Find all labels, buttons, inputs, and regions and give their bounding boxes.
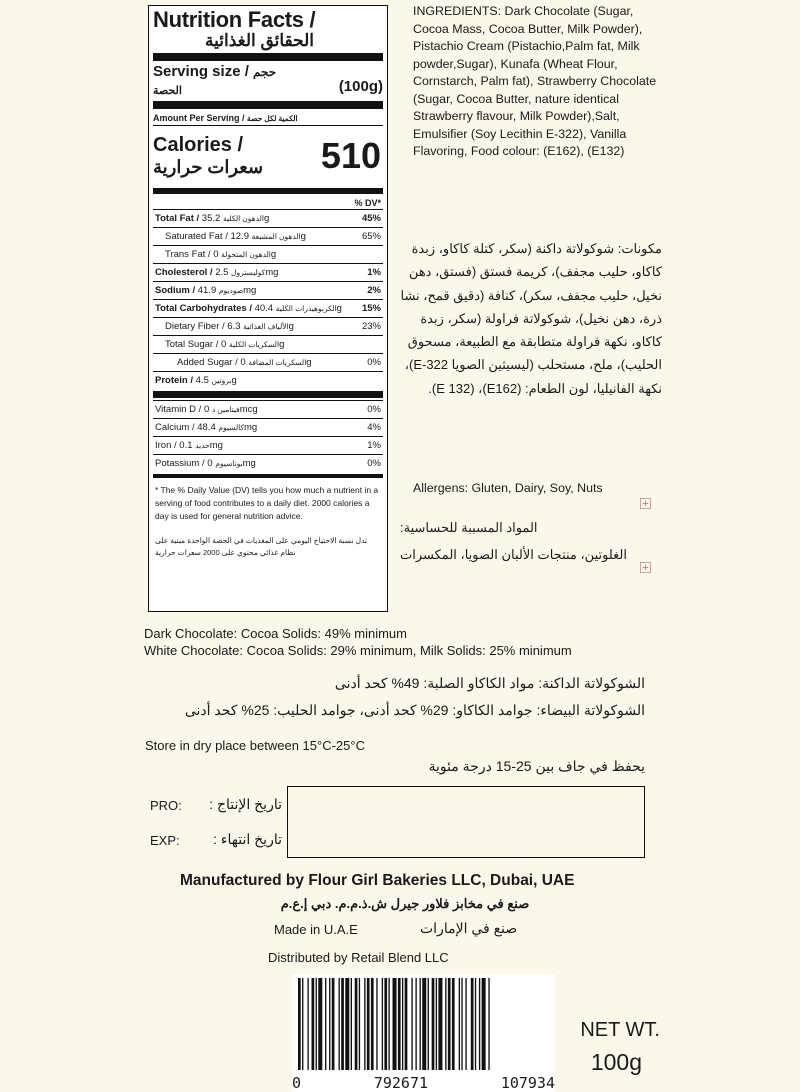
barcode-bar [448,978,451,1070]
cocoa-dark-en: Dark Chocolate: Cocoa Solids: 49% minimum [144,626,407,641]
nutrient-label-ar: السكريات المضافة [248,358,307,367]
barcode-bar [384,978,387,1070]
nutrient-amount: 12.9g [230,231,306,242]
vitamin-dv: 0% [367,458,381,469]
nutrient-amount: 0g [213,249,277,260]
vitamin-dv: 1% [367,440,381,451]
nutrient-dv: 0% [367,357,381,368]
ingredients-en: INGREDIENTS: Dark Chocolate (Sugar, Cocoa Mass, Cocoa Butter, Milk Powder), Pistachio Cream (Pistachio,Palm fat, Milk powder,Sugar), Kunafa (Wheat Flour, Cornstarch, Palm fat), Strawberry Chocolate (Sugar, Cocoa Butter, nature identical Strawberry flavour, Milk Powder),Salt, Emulsifier (Soy Lecithin E-322), Vanilla Flavoring, Food colour: (E162), (E132) [413,4,657,158]
nutrient-amount: 40.4g [254,303,342,314]
barcode-bar [355,978,358,1070]
nutrient-row [153,353,383,371]
cocoa-white-en: White Chocolate: Cocoa Solids: 29% minimum, Milk Solids: 25% minimum [144,643,572,658]
vitamin-row [153,400,383,418]
divider [153,53,383,61]
manufacturer-ar: صنع في مخابز فلاور جيرل ش.ذ.م.م. دبي إ.ع.م [280,896,530,911]
nutrient-label-ar: الدهون المتحولة [221,250,271,259]
nutrient-amount: 4.5g [195,375,237,386]
calories-label-ar: سعرات حرارية [153,157,264,177]
footnote: * The % Daily Value (DV) tells you how much a nutrient in a serving of food contributes to a daily diet. 2000 calories a day is used for general nutrition advice. [155,485,379,521]
nutrient-dv: 45% [361,213,381,224]
nutrient-label: Added Sugar / [177,357,238,368]
barcode-bar [307,978,308,1070]
barcode-bar [388,978,389,1070]
nutrient-dv: 15% [361,303,381,314]
vitamin-amount: 0mg [207,458,256,469]
barcode-bar [341,978,344,1070]
storage-en: Store in dry place between 15°C-25°C [145,738,365,753]
nutrient-row [153,227,383,245]
vitamin-label: Vitamin D / [155,404,202,415]
nutrient-row [153,263,383,281]
vitamin-amount: 0.1mg [179,440,223,451]
nutrient-amount: 35.2g [201,213,270,224]
nutrient-row [153,209,383,227]
vitamin-row [153,418,383,436]
barcode-bar [351,978,352,1070]
barcode-bar [302,978,303,1070]
barcode-bars [292,974,555,1070]
barcode-bar [445,978,446,1070]
barcode-bar [367,978,370,1070]
plus-icon[interactable]: + [640,498,651,509]
barcode-digit-group: 792671 [373,1074,429,1092]
calories-value: 510 [320,135,381,176]
divider [153,391,383,398]
calories-row [153,126,383,186]
nutrient-label: Total Carbohydrates / [155,303,252,314]
vitamin-label: Calcium / [155,422,195,433]
storage-ar: يحفظ في جاف بين 25-15 درجة مئوية [428,758,645,774]
barcode-bar [359,978,360,1070]
nutrient-row [153,245,383,263]
allergens-en: Allergens: Gluten, Dairy, Soy, Nuts [413,481,603,495]
nutrient-label: Dietary Fiber / [165,321,225,332]
nutrient-label-ar: السكريات الكلية [228,340,280,349]
dv-header: % DV* [354,198,381,208]
barcode-digit-group: 107934 [500,1074,555,1092]
barcode-bar [376,978,377,1070]
divider [153,101,383,109]
made-in-en: Made in U.A.E [274,922,358,937]
vitamin-label: Potassium / [155,458,205,469]
nutrition-title: Nutrition Facts / [153,7,316,32]
nutrient-label-ar: الدهون المشبعة [251,232,301,241]
barcode-bar [488,978,489,1070]
exp-label: EXP: [150,833,180,848]
ingredients-ar: مكونات: شوكولاتة داكنة (سكر، كتلة كاكاو، زبدة كاكاو، حليب مجفف)، كريمة فستق (فستق، دهن نخيل، حليب مجفف، سكر)، كنافة (دقيق قمح، نشا ذرة، دهن نخيل)، شوكولاتة فراولة (سكر، زبدة كاكاو، نكهة فراولة متطابقة مع الطبيعة، مسحوق الحليب)، ملح، مستحلب (ليسيثين الصويا E-322)، نكهة الفانيليا، لون الطعام: (E162)، (E 132). [400,241,662,396]
cocoa-dark-ar: الشوكولاتة الداكنة: مواد الكاكاو الصلبة: 49% كحد أدنى [334,675,645,691]
nutrient-row [153,371,383,389]
footnote-ar: تدل نسبة الاحتياج اليومي على المغذيات في الحصة الواحدة مبنية على نظام غذائي محتوي على 2000 سعرات حرارية [155,536,368,557]
vitamin-rows [153,400,383,472]
barcode-bar [371,978,374,1070]
nutrient-dv: 2% [367,285,381,296]
distributed-by: Distributed by Retail Blend LLC [268,950,449,965]
vitamin-dv: 0% [367,404,381,415]
serving-label-ar2: الحصة [153,85,182,97]
cocoa-white-ar: الشوكولاتة البيضاء: جوامد الكاكاو: 29% كحد أدنى، جوامد الحليب: 25% كحد أدنى [184,702,645,718]
plus-icon[interactable]: + [640,562,651,573]
made-in-ar: صنع في الإمارات [420,920,518,936]
nutrient-row [153,281,383,299]
barcode-bar [298,978,301,1070]
barcode-bar [471,978,474,1070]
nutrient-row [153,335,383,353]
nutrient-amount: 6.3g [227,321,294,332]
barcode-bar [332,978,335,1070]
vitamin-label-ar: حديد [195,441,210,450]
barcode-bar [436,978,437,1070]
barcode-bar [465,978,466,1070]
vitamin-label-ar: كالسيوم [218,423,244,432]
divider [153,188,383,194]
serving-row [153,63,383,99]
serving-amount: (100g) [338,78,383,95]
nutrient-amount: 2.5mg [215,267,279,278]
calories-label: Calories / [153,134,244,156]
pro-label-ar: تاريخ الإنتاج : [209,796,282,812]
nutrient-label-ar: بروتين [211,376,232,385]
barcode-bar [312,978,315,1070]
nutrient-label: Cholesterol / [155,267,213,278]
barcode-bar [411,978,412,1070]
nutrient-label: Total Fat / [155,213,200,224]
barcode-bar [345,978,349,1070]
nutrient-label-ar: صوديوم [218,286,244,295]
barcode-bar [329,978,330,1070]
barcode-bar [415,978,416,1070]
barcode-bar [402,978,403,1070]
nutrient-label: Sodium / [155,285,196,296]
manufacturer-en: Manufactured by Flour Girl Bakeries LLC, Dubai, UAE [180,872,575,889]
serving-label: Serving size / [153,63,249,80]
barcode-bar [461,978,462,1070]
barcode-bar [479,978,480,1070]
nutrient-label: Protein / [155,375,194,386]
vitamin-row [153,454,383,472]
barcode-bar [420,978,421,1070]
vitamin-amount: 48.4mg [197,422,258,433]
nutrient-row [153,299,383,317]
barcode-bar [325,978,326,1070]
nutrient-label-ar: الألياف الغذائية [243,322,289,331]
vitamin-label-ar: بوتاسيوم [215,459,243,468]
vitamin-dv: 4% [367,422,381,433]
divider [153,474,383,478]
barcode-bar [459,978,460,1070]
barcode-bar [452,978,455,1070]
nutrition-facts-panel [148,5,388,612]
barcode-bar [364,978,365,1070]
barcode [292,974,555,1092]
nutrient-dv: 65% [361,231,381,242]
barcode-bar [422,978,426,1070]
nutrient-label: Total Sugar / [165,339,219,350]
nutrient-amount: 0g [240,357,312,368]
barcode-bar [482,978,486,1070]
nutrient-amount: 0g [220,339,285,350]
net-weight-value: 100g [590,1049,642,1075]
barcode-bar [432,978,435,1070]
nutrient-label: Trans Fat / [165,249,211,260]
nutrient-label-ar: كوليسترول [231,268,266,277]
nutrient-label-ar: الكربوهيدرات الكلية [275,304,337,313]
vitamin-label-ar: فيتامين د [211,405,240,414]
barcode-bar [405,978,408,1070]
serving-label-ar: حجم [253,65,277,79]
barcode-bar [428,978,429,1070]
barcode-digit-group: 0 [292,1074,302,1092]
amount-per-serving: Amount Per Serving / الكمية لكل حصة [153,113,298,123]
barcode-bar [316,978,317,1070]
allergens-ar-heading: المواد المسببة للحساسية: [400,520,538,535]
nutrient-label-ar: الدهون الكلية [222,214,264,223]
barcode-bar [393,978,397,1070]
barcode-bar [382,978,383,1070]
vitamin-label: Iron / [155,440,177,451]
net-weight-label: NET WT. [580,1019,660,1041]
barcode-bar [398,978,401,1070]
nutrient-row [153,317,383,335]
barcode-digits [292,1074,555,1092]
barcode-bar [339,978,340,1070]
nutrient-dv: 23% [361,321,381,332]
vitamin-amount: 0mcg [203,404,258,415]
allergens-ar: الغلوتين، منتجات الألبان الصويا، المكسرات [400,547,627,562]
exp-label-ar: تاريخ انتهاء : [213,831,282,847]
nutrient-rows [153,209,383,389]
nutrition-title-ar: الحقائق الغذائية [205,31,315,50]
nutrient-label: Saturated Fat / [165,231,228,242]
barcode-bar [318,978,322,1070]
date-stamp-box [287,786,645,858]
vitamin-row [153,436,383,454]
barcode-bar [438,978,442,1070]
pro-label: PRO: [150,798,182,813]
barcode-bar [475,978,476,1070]
nutrient-amount: 41.9mg [197,285,257,296]
nutrient-dv: 1% [367,267,381,278]
